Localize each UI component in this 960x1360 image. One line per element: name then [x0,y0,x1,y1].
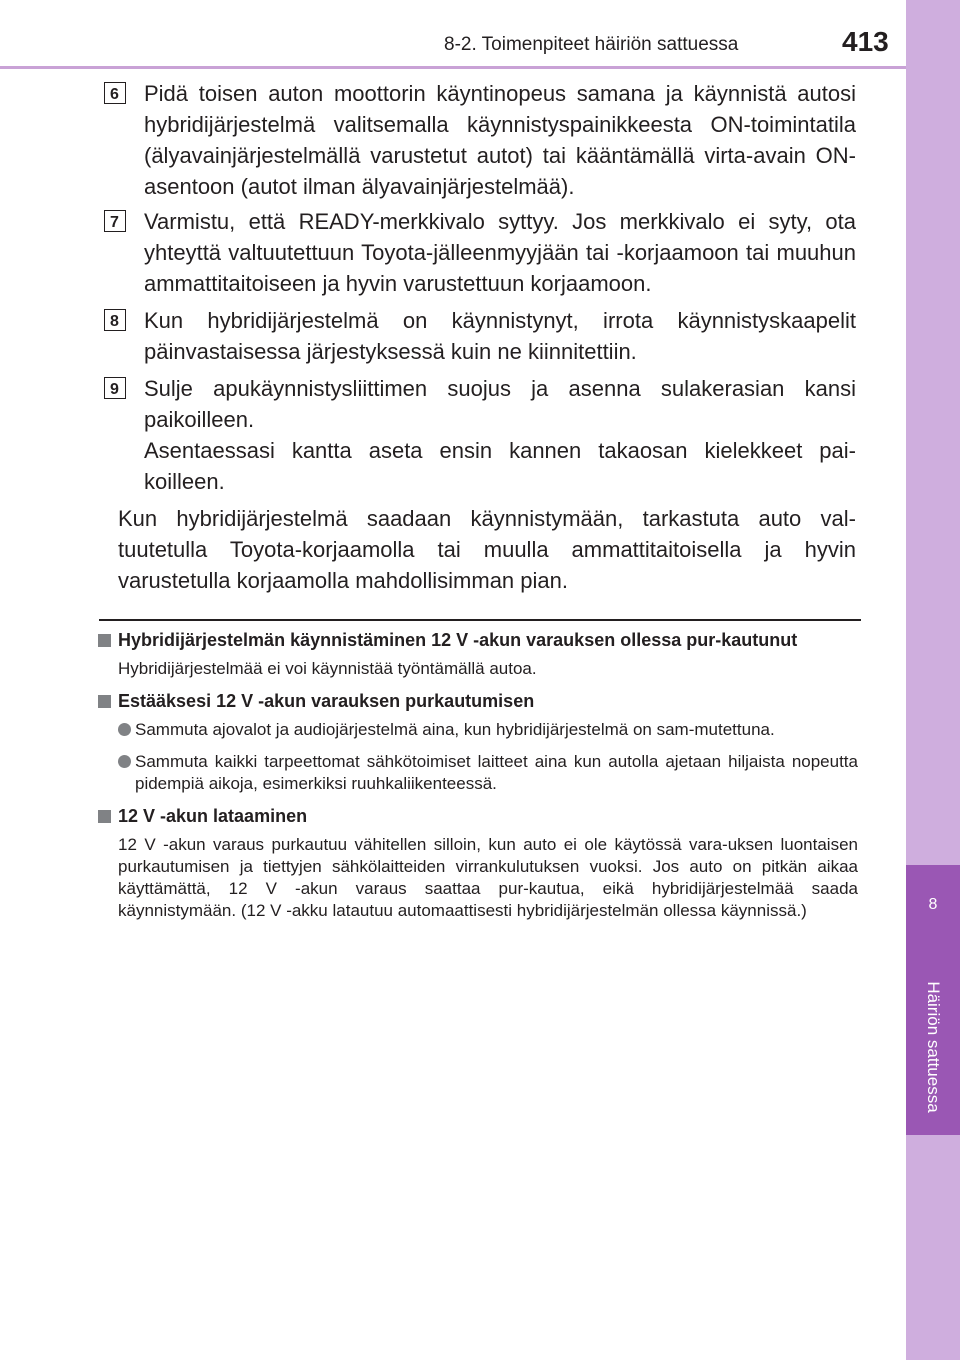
bullet-item [118,751,858,795]
note-block [98,629,858,680]
step-text: Asentaessasi kantta aseta ensin kannen takaosan kielekkeet pai-koilleen. [144,438,856,494]
square-bullet-icon [98,810,111,823]
notes-section [98,629,858,922]
note-heading [98,629,858,652]
square-bullet-icon [98,695,111,708]
chapter-number: 8 [928,896,938,913]
bullet-item [118,719,858,741]
header-rule [0,66,906,69]
note-heading-text: Hybridijärjestelmän käynnistäminen 12 V -akun varauksen ollessa pur-kautunut [118,630,798,650]
section-divider [99,619,861,621]
page-number: 413 [842,26,889,57]
note-block [98,805,858,922]
step-text: Pidä toisen auton moottorin käyntinopeus samana ja käynnistä autosi hybridijärjestelmä valitsemalla käynnistyspainikkeesta ON-toimintatila (älyavainjärjestelmällä varustetut autot) tai kääntämällä virta-avain ON-asentoon (autot ilman älyavainjärjestelmää). [144,81,856,199]
square-bullet-icon [98,634,111,647]
bullet-text: Sammuta ajovalot ja audiojärjestelmä aina, kun hybridijärjestelmä on sam-mutettuna. [135,720,775,739]
step-text: Sulje apukäynnistysliittimen suojus ja asenna sulakerasian kansi paikoilleen. [144,376,856,432]
step-number-badge: 9 [104,377,126,399]
note-text: 12 V -akun varaus purkautuu vähitellen silloin, kun auto ei ole käytössä vara-uksen luontaisen purkautumisen ja tiettyjen sähkölaitteiden virrankulutuksen vuoksi. Jos auto on pitkän aikaa käyttämättä, 12 V -akun varaus saattaa pur-kautua, eikä hybridijärjestelmää saada käynnistymään. (12 V -akku latautuu automaattisesti hybridijärjestelmän ollessa käynnissä.) [118,835,858,920]
step-number-badge: 8 [104,309,126,331]
section-title: 8-2. Toimenpiteet häiriön sattuessa [444,34,739,55]
round-bullet-icon [118,755,131,768]
note-text: Hybridijärjestelmää ei voi käynnistää työntämällä autoa. [118,659,537,678]
chapter-side-tab [906,0,960,1360]
step-text: Varmistu, että READY-merkkivalo syttyy. Jos merkkivalo ei syty, ota yhteyttä valtuutettuun Toyota-jälleenmyyjään tai -korjaamoon tai muuhun ammattitaitoiseen ja hyvin varustettuun korjaamoon. [144,209,856,296]
note-block [98,690,858,795]
note-heading-text: 12 V -akun lataaminen [118,806,308,826]
step-7 [104,206,856,299]
step-8 [104,305,856,367]
step-number-badge: 6 [104,82,126,104]
bullet-text: Sammuta kaikki tarpeettomat sähkötoimiset laitteet aina kun autolla ajetaan hiljaista nopeutta pidempiä aikoja, esimerkiksi ruuhkaliikenteessä. [135,752,858,793]
step-text: Kun hybridijärjestelmä on käynnistynyt, irrota käynnistyskaapelit päinvastaisessa järjestyksessä kuin ne kiinnitettiin. [144,308,856,364]
note-heading [98,690,858,713]
note-heading-text: Estääksesi 12 V -akun varauksen purkautumisen [118,691,535,711]
note-heading [98,805,858,828]
round-bullet-icon [118,723,131,736]
step-9 [104,373,856,497]
chapter-title: Häiriön sattuessa [924,981,943,1113]
step-number-badge: 7 [104,210,126,232]
closing-paragraph: Kun hybridijärjestelmä saadaan käynnistymään, tarkastuta auto val-tuutetulla Toyota-korjaamolla tai muulla ammattitaitoisella ja hyvin varustetulla korjaamolla mahdollisimman pian. [118,506,856,593]
step-6 [104,78,856,202]
